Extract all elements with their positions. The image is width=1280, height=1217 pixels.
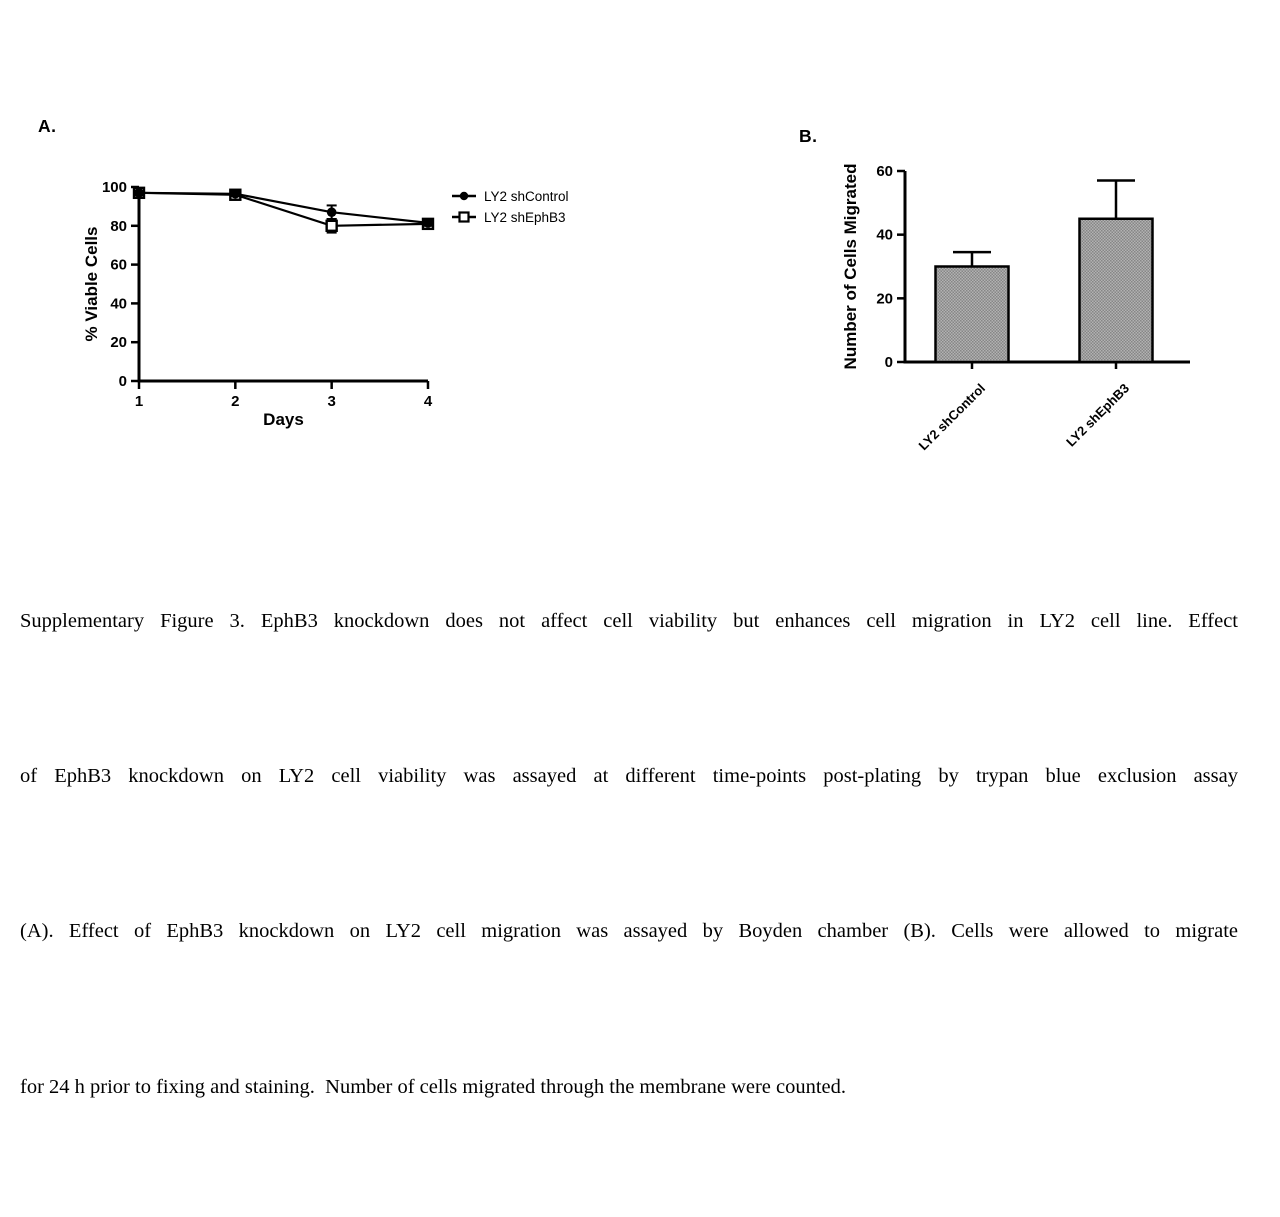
x-axis-label: Days bbox=[263, 410, 304, 429]
legend-item bbox=[452, 189, 569, 204]
caption-line: for 24 h prior to fixing and staining. Number of cells migrated through the membrane were counted. bbox=[20, 1075, 847, 1098]
y-tick-label: 40 bbox=[110, 295, 127, 313]
data-series-line bbox=[139, 193, 428, 223]
y-axis-label: Number of Cells Migrated bbox=[841, 163, 860, 370]
y-tick-label: 80 bbox=[110, 217, 127, 235]
data-point-marker bbox=[134, 188, 144, 198]
data-series-line bbox=[139, 193, 428, 226]
caption-line: Supplementary Figure 3. EphB3 knockdown does not affect cell viability but enhances cell migration in LY2 cell line. Effect bbox=[20, 609, 1238, 632]
figure-caption bbox=[20, 492, 1238, 1217]
x-tick-label: 4 bbox=[423, 393, 433, 410]
y-tick-label: 20 bbox=[876, 290, 893, 308]
viability-line-chart bbox=[80, 160, 660, 460]
legend-item bbox=[452, 210, 566, 225]
category-label: LY2 shEphB3 bbox=[1063, 380, 1133, 450]
legend-label: LY2 shControl bbox=[484, 189, 569, 204]
panel-b-label: B. bbox=[799, 126, 818, 146]
y-tick-label: 100 bbox=[101, 179, 127, 196]
x-tick-label: 3 bbox=[327, 393, 336, 410]
y-tick-label: 0 bbox=[884, 354, 893, 371]
y-tick-label: 40 bbox=[876, 226, 893, 244]
axes bbox=[139, 187, 428, 381]
y-axis-label: % Viable Cells bbox=[82, 226, 101, 342]
data-point-marker bbox=[423, 218, 433, 228]
data-series bbox=[134, 188, 433, 228]
data-point-marker bbox=[327, 207, 337, 217]
y-tick-label: 20 bbox=[110, 334, 127, 352]
bar bbox=[1080, 219, 1153, 362]
category-label: LY2 shControl bbox=[915, 380, 989, 454]
legend-marker bbox=[460, 192, 468, 200]
data-series bbox=[134, 188, 433, 233]
y-tick-label: 60 bbox=[110, 256, 127, 274]
migration-bar-chart bbox=[780, 110, 1260, 480]
caption-line: of EphB3 knockdown on LY2 cell viability was assayed at different time-points post-plating by trypan blue exclusion assay bbox=[20, 764, 1238, 787]
legend-marker bbox=[460, 213, 469, 222]
x-tick-label: 2 bbox=[231, 393, 240, 410]
legend-label: LY2 shEphB3 bbox=[484, 210, 566, 225]
panel-a-label: A. bbox=[38, 116, 57, 136]
x-tick-label: 1 bbox=[134, 393, 144, 410]
y-tick-label: 0 bbox=[118, 373, 127, 390]
data-point-marker bbox=[231, 189, 241, 199]
caption-line: (A). Effect of EphB3 knockdown on LY2 cell migration was assayed by Boyden chamber (B). Cells were allowed to migrate bbox=[20, 920, 1238, 943]
y-tick-label: 60 bbox=[876, 163, 893, 180]
data-point-marker bbox=[327, 221, 337, 231]
bar bbox=[936, 267, 1009, 363]
